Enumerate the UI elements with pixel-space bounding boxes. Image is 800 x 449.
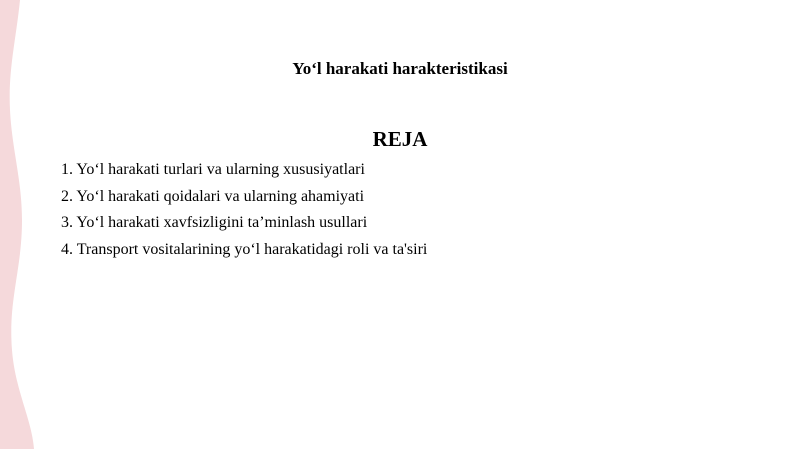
plan-item-3: 3. Yo‘l harakati xavfsizligini ta’minlash usullari [61, 214, 368, 231]
plan-item-2: 2. Yo‘l harakati qoidalari va ularning ahamiyati [61, 187, 365, 205]
plan-item-4: 4. Transport vositalarining yo‘l harakatidagi roli va ta'siri [61, 240, 428, 258]
plan-item-1: 1. Yo‘l harakati turlari va ularning xususiyatlari [61, 161, 365, 178]
plan-list [61, 157, 427, 263]
slide-title: Yo‘l harakati harakteristikasi [292, 59, 508, 78]
plan-heading: REJA [372, 127, 428, 151]
